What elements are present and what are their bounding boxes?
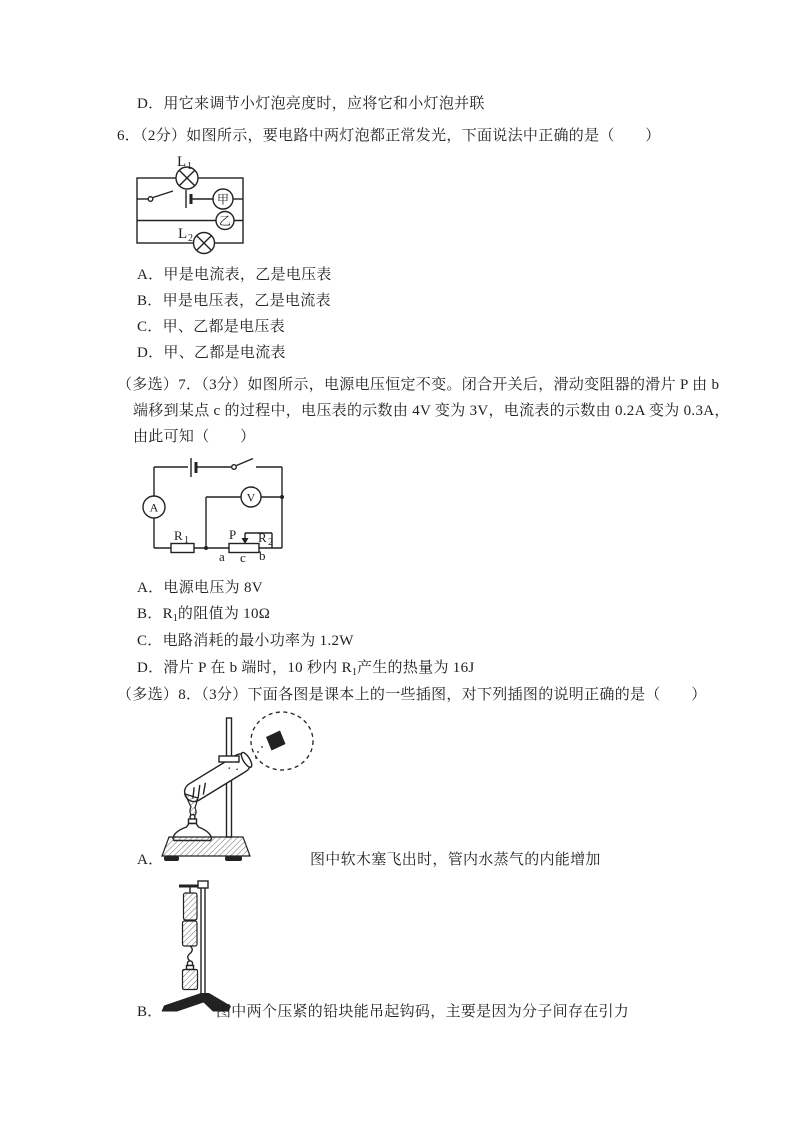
meter-yi-label: 乙 [218,214,232,228]
battery-icon [191,458,196,477]
lamp-L2-label: L [178,226,188,242]
question-7-stem-line1: （多选）7．（3分）如图所示，电源电压恒定不变。闭合开关后，滑动变阻器的滑片 P 由 b [117,377,720,393]
question-6-stem: 6．（2分）如图所示，要电路中两灯泡都正常发光，下面说法中正确的是（ ） [117,128,661,144]
terminal-b-label: b [259,548,266,563]
battery-icon [186,190,191,208]
lamp-L2-icon [194,233,215,254]
circuit-diagram-q7 [143,458,284,565]
terminal-a-label: a [219,549,225,564]
stand-rod [201,884,205,998]
question-7-option-c: C．电路消耗的最小功率为 1.2W [137,633,354,649]
rheostat-R2-label: R [258,530,267,545]
lamp-L1-label: L [177,154,187,170]
question-7-option-b [137,605,270,628]
question-6-option-c: C．甲、乙都是电压表 [137,319,286,335]
option-text-part: 的阻值为 10Ω [177,606,271,622]
cork-icon [266,731,286,751]
svg-text:2: 2 [188,233,193,244]
question-7-option-a: A．电源电压为 8V [137,580,263,596]
slider-P-label: P [229,527,237,542]
svg-text:2: 2 [268,537,273,548]
hook-icon [188,946,193,961]
option-text-part: B．R [137,606,173,622]
voltmeter-label: V [246,490,256,505]
resistor-R1-icon [171,544,194,553]
circuit-diagram-q6 [137,154,243,254]
question-8-option-a-text: 图中软木塞飞出时，管内水蒸气的内能增加 [310,852,601,868]
subscript: 1 [351,667,357,678]
option-text-part: 产生的热量为 16J [356,660,475,676]
figure-q8-testtube [162,712,313,861]
ammeter-label: A [149,500,159,515]
question-7-option-d [137,659,475,682]
question-6-option-a: A．甲是电流表，乙是电压表 [137,267,332,283]
svg-text:1: 1 [184,535,189,546]
clamp-icon [219,756,239,762]
question-5-option-d: D．用它来调节小灯泡亮度时，应将它和小灯泡并联 [137,96,485,112]
weight-icon [183,966,198,990]
arm-clamp [198,881,208,888]
meter-jia-label: 甲 [216,192,230,207]
lead-block-upper [184,893,198,920]
question-8-option-a-label: A． [137,852,164,868]
figure-q8-lead-blocks [162,881,232,1012]
question-8-option-b-label: B． [137,1004,163,1020]
stand-base [162,837,250,856]
svg-text:1: 1 [187,161,192,172]
question-6-option-b: B．甲是电压表，乙是电流表 [137,293,331,309]
flame-icon [185,794,198,817]
option-text-part: D．滑片 P 在 b 端时，10 秒内 R [137,660,352,676]
question-7-stem-line3: 由此可知（ ） [133,429,256,445]
terminal-c-label: c [240,550,246,565]
resistor-R1-label: R [174,528,183,543]
switch-icon [148,197,153,202]
question-8-stem: （多选）8．（3分）下面各图是课本上的一些插图，对下列插图的说明正确的是（ ） [117,687,707,703]
question-6-option-d: D．甲、乙都是电流表 [137,345,286,361]
lead-block-lower [183,921,198,946]
question-7-stem-line2: 端移到某点 c 的过程中，电压表的示数由 4V 变为 3V，电流表的示数由 0.2A 变为 0.3A， [133,403,730,419]
question-8-option-b-text: 图中两个压紧的铅块能吊起钩码，主要是因为分子间存在引力 [216,1004,630,1020]
switch-icon [232,465,237,470]
subscript: 1 [172,613,178,624]
